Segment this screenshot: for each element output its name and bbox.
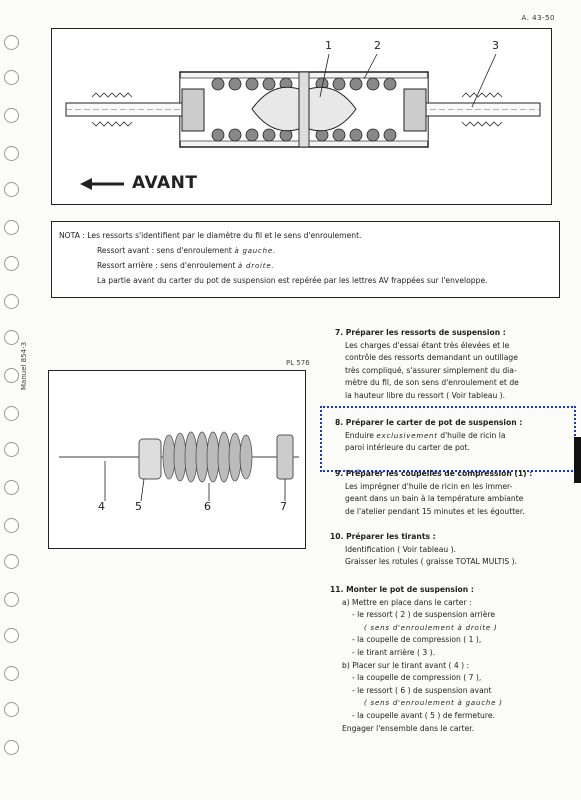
components-drawing bbox=[49, 371, 305, 548]
nota-line-4: La partie avant du carter du pot de suspension est repérée par les lettres AV frappées sur l'enveloppe. bbox=[97, 276, 488, 285]
step-11-b2: - le ressort ( 6 ) de suspension avant bbox=[352, 685, 492, 695]
callout-2: 2 bbox=[374, 39, 381, 52]
step-11-b4: Engager l'ensemble dans le carter. bbox=[342, 723, 475, 733]
step-7-line: mètre du fil, de son sens d'enroulement et de bbox=[345, 378, 519, 388]
step-8-italic: exclusivement bbox=[376, 431, 438, 440]
binder-hole bbox=[4, 70, 19, 85]
step-8 bbox=[335, 417, 522, 455]
nota-prefix: NOTA : bbox=[59, 231, 85, 240]
step-7-title: 7. Préparer les ressorts de suspension : bbox=[335, 328, 506, 337]
nota-text-2: Ressort avant : sens d'enroulement bbox=[97, 246, 232, 255]
plate-reference: PL 576 bbox=[286, 359, 310, 367]
suspension-pot-diagram bbox=[51, 28, 552, 205]
step-11-b: b) Placer sur le tirant avant ( 4 ) : bbox=[342, 660, 470, 670]
section-tab-marker bbox=[574, 437, 581, 483]
step-11-b2-italic: ( sens d'enroulement à gauche ) bbox=[364, 699, 503, 708]
step-11-a3: - le tirant arrière ( 3 ). bbox=[352, 647, 436, 657]
step-7-line: Les charges d'essai étant très élevées et le bbox=[345, 340, 510, 350]
step-10-title: 10. Préparer les tirants : bbox=[330, 532, 436, 541]
callout-6: 6 bbox=[204, 500, 211, 513]
binder-hole bbox=[4, 554, 19, 569]
step-8-text: Enduire bbox=[345, 430, 374, 440]
nota-text-3: Ressort arrière : sens d'enroulement bbox=[97, 261, 236, 270]
binder-hole bbox=[4, 256, 19, 271]
step-10 bbox=[330, 531, 517, 569]
nota-line-1 bbox=[59, 228, 361, 243]
avant-label: AVANT bbox=[132, 173, 198, 193]
callout-5: 5 bbox=[135, 500, 142, 513]
step-7-line: la hauteur libre du ressort ( Voir tableau ). bbox=[345, 390, 506, 400]
step-9-line: geant dans un bain à la température ambiante bbox=[345, 494, 524, 504]
binder-hole bbox=[4, 406, 19, 421]
binder-hole bbox=[4, 182, 19, 197]
binder-hole bbox=[4, 666, 19, 681]
page-reference: A. 43-50 bbox=[521, 14, 555, 22]
binder-hole bbox=[4, 220, 19, 235]
nota-line-3 bbox=[97, 258, 274, 274]
binder-hole bbox=[4, 108, 19, 123]
nota-box bbox=[51, 221, 560, 298]
binder-hole bbox=[4, 330, 19, 345]
binder-hole bbox=[4, 442, 19, 457]
manual-margin-label: Manuel 854-3 bbox=[20, 341, 28, 390]
callout-3: 3 bbox=[492, 39, 499, 52]
step-9-line: de l'atelier pendant 15 minutes et les égoutter. bbox=[345, 506, 525, 516]
binder-hole bbox=[4, 740, 19, 755]
step-8-title: 8. Préparer le carter de pot de suspension : bbox=[335, 418, 523, 427]
binder-hole bbox=[4, 592, 19, 607]
step-8-line-2: paroi intérieure du carter de pot. bbox=[345, 443, 470, 453]
nota-italic-2: à gauche. bbox=[234, 247, 277, 255]
binder-hole bbox=[4, 702, 19, 717]
step-10-line: Identification ( Voir tableau ). bbox=[345, 544, 456, 554]
nota-italic-3: à droite. bbox=[237, 262, 275, 270]
step-9 bbox=[335, 468, 532, 518]
step-7-line: contrôle des ressorts demandant un outillage bbox=[345, 353, 518, 363]
step-9-line: Les imprégner d'huile de ricin en les immer- bbox=[345, 481, 513, 491]
nota-text-1: Les ressorts s'identifient par le diamètre du fil et le sens d'enroulement. bbox=[87, 231, 362, 240]
step-9-title: 9. Préparer les coupelles de compression (1) : bbox=[335, 469, 533, 478]
step-7-line: très compliqué, s'assurer simplement du dia- bbox=[345, 365, 517, 375]
step-11-b3: - la coupelle avant ( 5 ) de fermeture. bbox=[352, 710, 495, 720]
step-7 bbox=[335, 327, 519, 403]
step-11-a1-italic: ( sens d'enroulement à droite ) bbox=[364, 623, 498, 632]
binder-hole bbox=[4, 294, 19, 309]
step-11-title: 11. Monter le pot de suspension : bbox=[330, 585, 474, 594]
binder-hole bbox=[4, 628, 19, 643]
binder-hole bbox=[4, 518, 19, 533]
step-11-a2: - la coupelle de compression ( 1 ), bbox=[352, 635, 482, 645]
step-10-line: Graisser les rotules ( graisse TOTAL MULTIS ). bbox=[345, 557, 517, 567]
step-11-a1: - le ressort ( 2 ) de suspension arrière bbox=[352, 610, 496, 620]
step-11-a: a) Mettre en place dans le carter : bbox=[342, 597, 472, 607]
step-8-line-1 bbox=[345, 430, 522, 443]
suspension-pot-drawing bbox=[52, 29, 551, 204]
callout-4: 4 bbox=[98, 500, 105, 513]
step-11 bbox=[330, 584, 503, 735]
binder-hole bbox=[4, 35, 19, 50]
binder-hole bbox=[4, 480, 19, 495]
step-8-text: d'huile de ricin la bbox=[440, 430, 506, 440]
step-11-b1: - la coupelle de compression ( 7 ), bbox=[352, 673, 482, 683]
callout-7: 7 bbox=[280, 500, 287, 513]
callout-1: 1 bbox=[325, 39, 332, 52]
components-diagram bbox=[48, 370, 306, 549]
nota-line-2 bbox=[97, 243, 276, 259]
binder-hole bbox=[4, 146, 19, 161]
binder-hole bbox=[4, 368, 19, 383]
